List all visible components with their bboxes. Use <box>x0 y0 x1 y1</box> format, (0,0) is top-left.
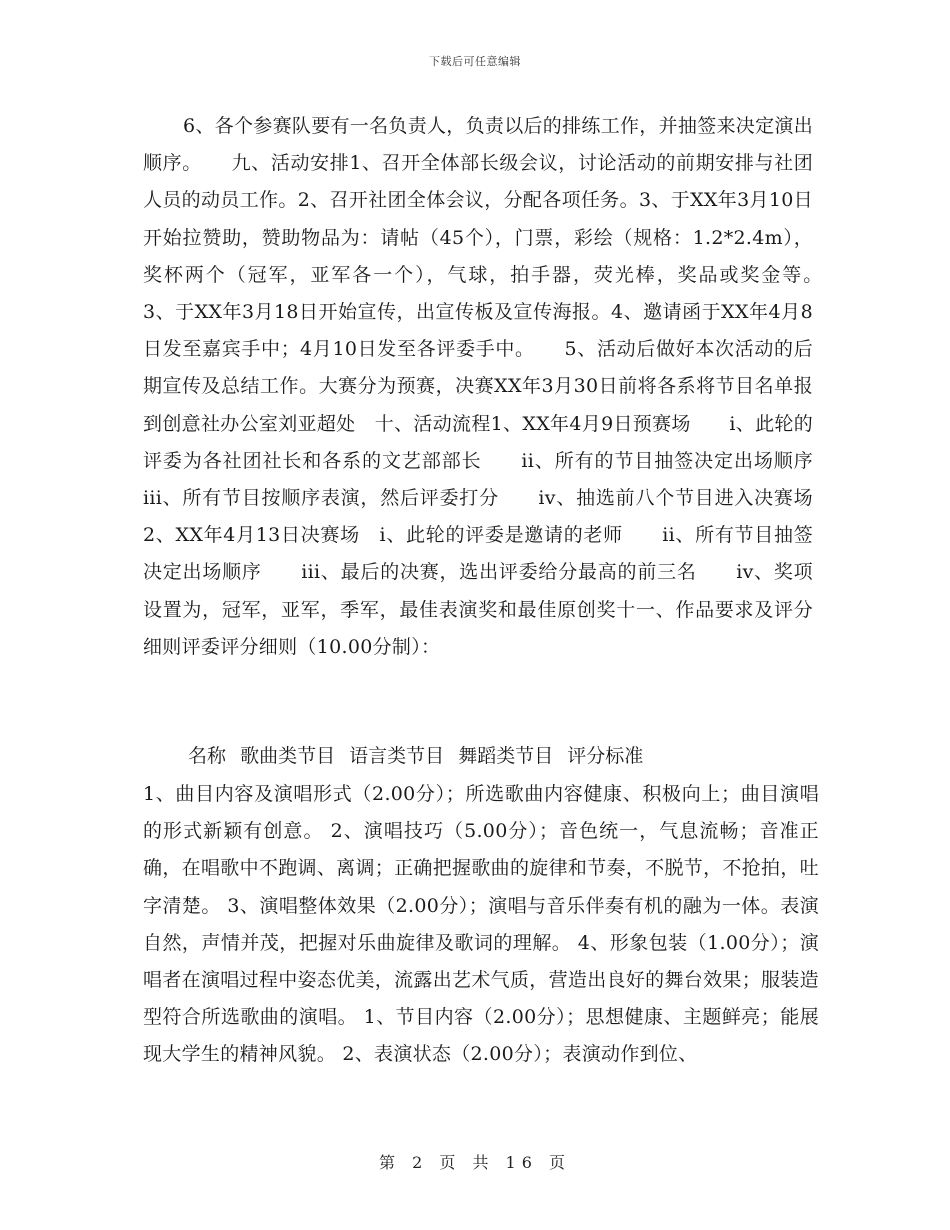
table-header-song: 歌曲类节目 <box>240 745 336 767</box>
scoring-criteria-paragraph: 1、曲目内容及演唱形式（2.00分）；所选歌曲内容健康、积极向上；曲目演唱的形式新颖有创意。 2、演唱技巧（5.00分）；音色统一，气息流畅；音准正确，在唱歌中不跑调、离调；正确把握歌曲的旋律和节奏，不脱节，不抢拍，吐字清楚。 3、演唱整体效果（2.00分）；演唱与音乐伴奏有机的融为一体。表演自然，声情并茂，把握对乐曲旋律及歌词的理解。 4、形象包装（1.00分）；演唱者在演唱过程中姿态优美，流露出艺术气质，营造出良好的舞台效果；服装造型符合所选歌曲的演唱。 1、节目内容（2.00分）；思想健康、主题鲜亮；能展现大学生的精神风貌。 2、表演状态（2.00分）；表演动作到位、 <box>143 783 819 1066</box>
table-header-language: 语言类节目 <box>349 745 445 767</box>
main-paragraph <box>143 108 852 666</box>
paragraph-activity-plan: 6、各个参赛队要有一名负责人，负责以后的排练工作，并抽签来决定演出顺序。 九、活动安排1、召开全体部长级会议，讨论活动的前期安排与社团人员的动员工作。2、召开社团全体会议，分配各项任务。3、于XX年3月10日开始拉赞助，赞助物品为：请帖（45个），门票，彩绘（规格：1.2*2.4m），奖杯两个（冠军，亚军各一个），气球，拍手器，荧光棒，奖品或奖金等。 3、于XX年3月18日开始宣传，出宣传板及宣传海报。4、邀请函于XX年4月8日发至嘉宾手中；4月10日发至各评委手中。 5、活动后做好本次活动的后期宣传及总结工作。大赛分为预赛，决赛XX年3月30日前将各系将节目名单报到创意社办公室刘亚超处 十、活动流程1、XX年4月9日预赛场 i、此轮的评委为各社团社长和各系的文艺部部长 ii、所有的节目抽签决定出场顺序 iii、所有节目按顺序表演，然后评委打分 iv、抽选前八个节目进入决赛场2、XX年4月13日决赛场 i、此轮的评委是邀请的老师 ii、所有节目抽签决定出场顺序 iii、最后的决赛，选出评委给分最高的前三名 iv、奖项设置为，冠军，亚军，季军，最佳表演奖和最佳原创奖十一、作品要求及评分细则评委评分细则（10.00分制）： <box>143 115 852 658</box>
table-header-name: 名称 <box>188 745 227 767</box>
table-header-dance: 舞蹈类节目 <box>458 745 554 767</box>
table-header-criteria: 评分标准 <box>567 745 644 767</box>
page-footer: 第 2 页 共 16 页 <box>379 1153 571 1172</box>
page-header: 下载后可任意编辑 <box>429 55 521 68</box>
scoring-table-header <box>188 738 651 775</box>
